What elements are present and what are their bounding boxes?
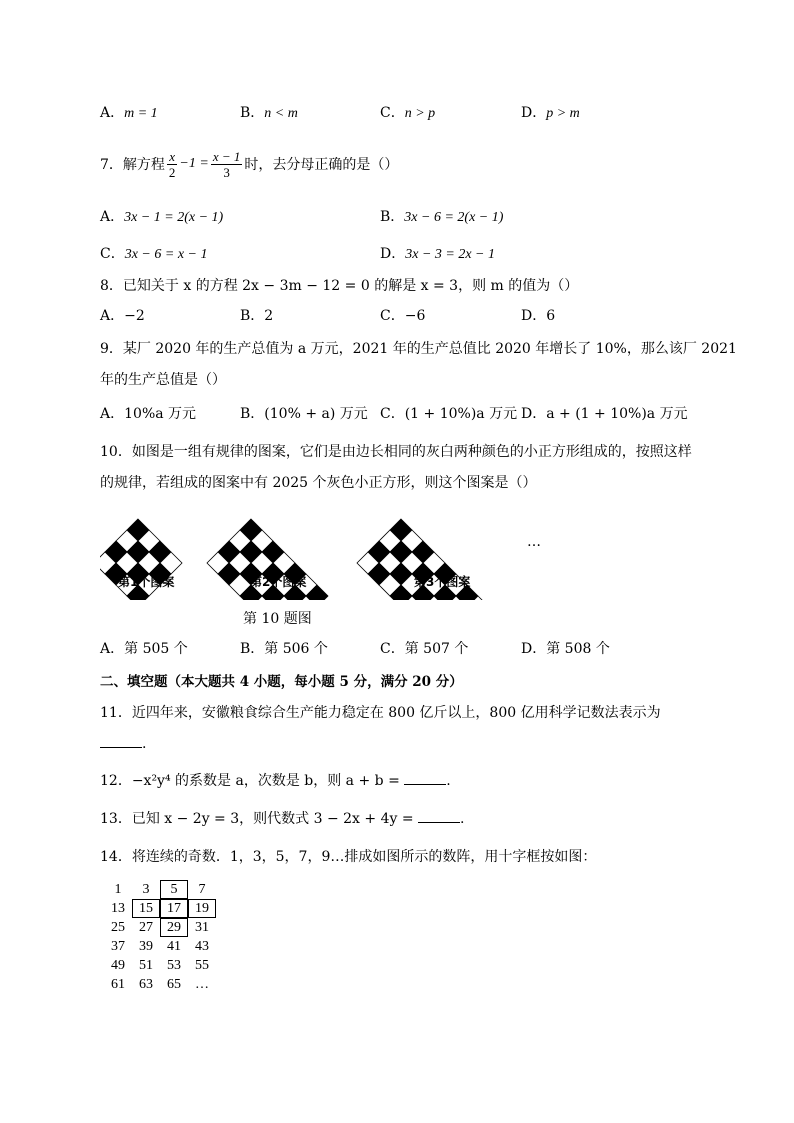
q12-stem: 12．−x²y⁴ 的系数是 a，次数是 b，则 a + b = . xyxy=(100,770,451,790)
q14-number-grid xyxy=(104,880,216,994)
q7-stem: 7．解方程 $\frac{x}{2}$ −1 = $\frac{x - 1}{3}$ 时，去分母正确的是（） xyxy=(100,148,399,180)
q9-option-d: D．a + (1 + 10%)a 万元 xyxy=(521,406,688,422)
grid-cell: 51 xyxy=(139,957,153,973)
q6-options xyxy=(100,102,700,122)
grid-cell: 1 xyxy=(114,881,122,897)
grid-cell: 13 xyxy=(111,900,125,916)
q9-option-b: B．(10% + a) 万元 xyxy=(240,406,368,422)
q8-option-b: B．2 xyxy=(240,308,274,324)
q10-option-c: C．第 507 个 xyxy=(380,641,469,657)
grid-row xyxy=(104,975,216,994)
section-2-heading: 二、填空题（本大题共 4 小题，每小题 5 分，满分 20 分） xyxy=(100,674,463,690)
grid-cell: … xyxy=(195,976,209,992)
q7-option-c: C．3x − 6 = x − 1 xyxy=(100,246,208,262)
q13-stem: 13．已知 x − 2y = 3，则代数式 3 − 2x + 4y = . xyxy=(100,808,464,828)
pattern-1-label: 第1个图案 xyxy=(118,575,175,589)
grid-row xyxy=(104,880,216,899)
q9-stem-line1: 9．某厂 2020 年的生产总值为 a 万元，2021 年的生产总值比 2020 年增长了 10%，那么该厂 2021 xyxy=(100,341,737,357)
pattern-2-label: 第2个图案 xyxy=(250,575,307,589)
q6-option-d: D．p > m xyxy=(521,105,580,121)
grid-cell: 41 xyxy=(167,938,181,954)
grid-cell-cross-bottom: 29 xyxy=(160,918,188,937)
q9-stem-line2: 年的生产总值是（） xyxy=(100,372,226,388)
grid-cell: 25 xyxy=(111,919,125,935)
q9-option-a: A．10%a 万元 xyxy=(100,406,197,422)
q11-line2: . xyxy=(100,733,146,752)
grid-row xyxy=(104,918,216,937)
q10-stem-line2: 的规律，若组成的图案中有 2025 个灰色小正方形，则这个图案是（） xyxy=(100,475,537,491)
q10-option-b: B．第 506 个 xyxy=(240,641,328,657)
grid-cell: 7 xyxy=(198,881,206,897)
grid-cell: 63 xyxy=(139,976,153,992)
q13-answer-blank[interactable] xyxy=(418,808,460,823)
q8-option-c: C．−6 xyxy=(380,308,426,324)
grid-cell-cross-center: 17 xyxy=(160,899,188,918)
q7-fraction-2: $\frac{x - 1}{3}$ xyxy=(212,148,241,180)
q6-option-c: C．n > p xyxy=(380,105,436,121)
q11-line1: 11．近四年来，安徽粮食综合生产能力稳定在 800 亿斤以上，800 亿用科学记数法表示为 xyxy=(100,705,661,721)
q6-option-b: B．n < m xyxy=(240,105,298,121)
grid-cell-cross-top: 5 xyxy=(160,880,188,899)
q10-stem-line1: 10．如图是一组有规律的图案，它们是由边长相同的灰白两种颜色的小正方形组成的，按照这样 xyxy=(100,444,692,460)
q10-option-a: A．第 505 个 xyxy=(100,641,188,657)
grid-row xyxy=(104,937,216,956)
q10-ellipsis: … xyxy=(527,534,541,550)
q8-stem: 8．已知关于 x 的方程 2x − 3m − 12 = 0 的解是 x = 3，则 m 的值为（） xyxy=(100,278,579,294)
grid-cell: 3 xyxy=(142,881,150,897)
q10-option-d: D．第 508 个 xyxy=(521,641,610,657)
grid-cell-cross-left: 15 xyxy=(132,899,160,918)
q8-option-d: D．6 xyxy=(521,308,556,324)
pattern-3-label: 第3个图案 xyxy=(414,575,471,589)
q9-option-c: C．(1 + 10%)a 万元 xyxy=(380,406,518,422)
q7-fraction-1: $\frac{x}{2}$ xyxy=(168,148,176,180)
grid-row xyxy=(104,899,216,918)
grid-cell: 65 xyxy=(167,976,181,992)
grid-cell: 53 xyxy=(167,957,181,973)
grid-cell: 37 xyxy=(111,938,125,954)
q8-option-a: A．−2 xyxy=(100,308,145,324)
grid-cell: 49 xyxy=(111,957,125,973)
q7-option-d: D．3x − 3 = 2x − 1 xyxy=(380,246,496,262)
q12-answer-blank[interactable] xyxy=(404,770,446,785)
q7-option-b: B．3x − 6 = 2(x − 1) xyxy=(380,209,504,225)
grid-cell: 55 xyxy=(195,957,209,973)
grid-cell: 61 xyxy=(111,976,125,992)
grid-row xyxy=(104,956,216,975)
grid-cell-cross-right: 19 xyxy=(188,899,216,918)
q10-figure-caption: 第 10 题图 xyxy=(243,611,312,627)
grid-cell: 39 xyxy=(139,938,153,954)
grid-cell: 27 xyxy=(139,919,153,935)
grid-cell: 31 xyxy=(195,919,209,935)
q11-answer-blank[interactable] xyxy=(100,733,142,748)
q14-stem: 14．将连续的奇数．1，3，5，7，9…排成如图所示的数阵，用十字框按如图： xyxy=(100,849,597,865)
q6-option-a: A．m = 1 xyxy=(100,105,158,121)
grid-cell: 43 xyxy=(195,938,209,954)
q7-option-a: A．3x − 1 = 2(x − 1) xyxy=(100,209,224,225)
